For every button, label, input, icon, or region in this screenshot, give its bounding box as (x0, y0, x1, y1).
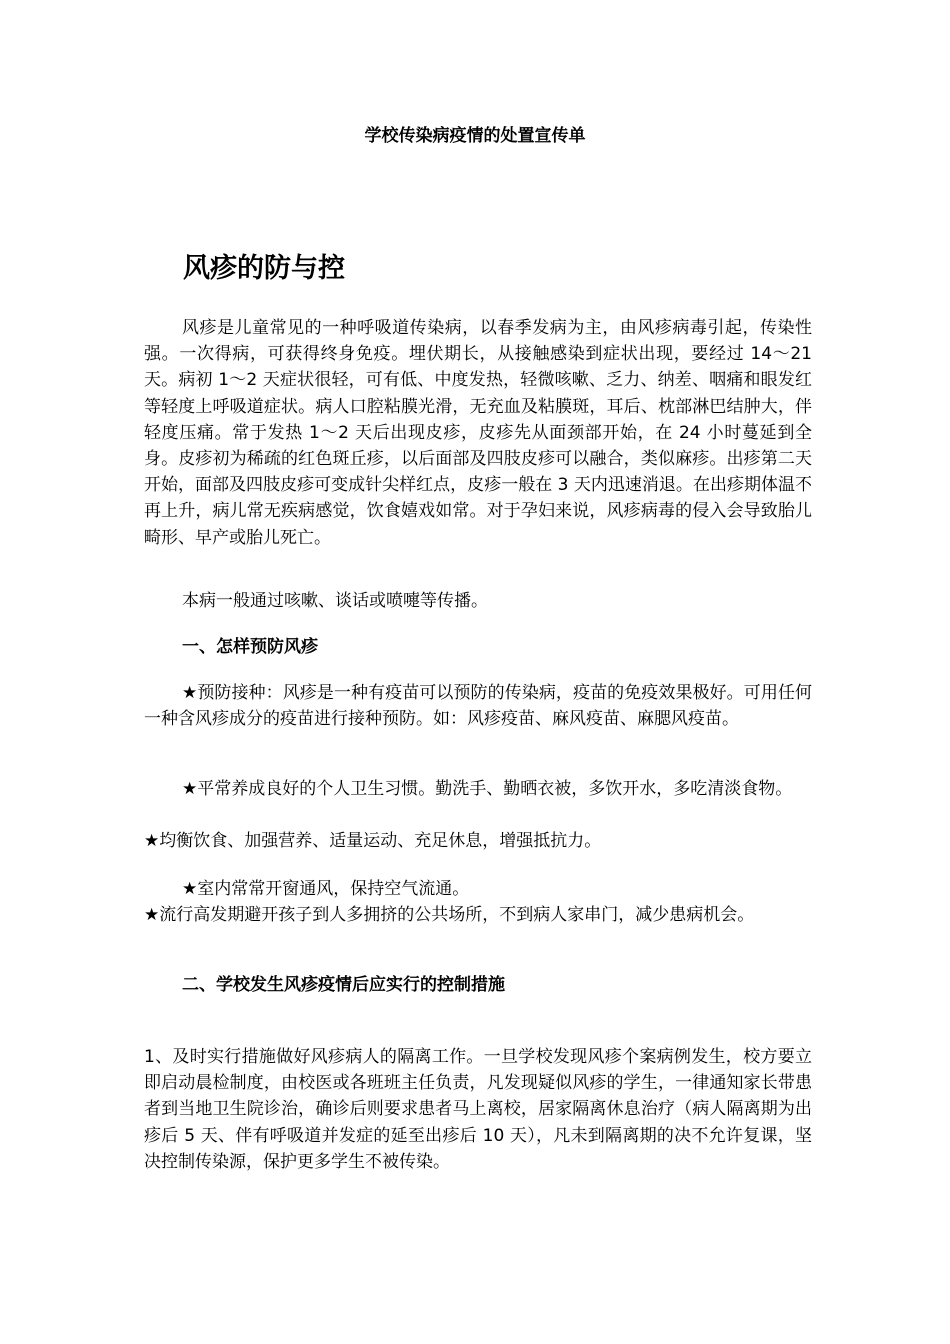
bullet-ventilation: ★室内常常开窗通风，保持空气流通。 (182, 879, 470, 899)
section-1-heading: 一、怎样预防风疹 (182, 637, 318, 657)
bullet-hygiene: ★平常养成良好的个人卫生习惯。勤洗手、勤晒衣被，多饮开水，多吃清淡食物。 (182, 779, 793, 799)
bullet-vaccine: ★预防接种：风疹是一种有疫苗可以预防的传染病，疫苗的免疫效果极好。可用任何一种含风疹成分的疫苗进行接种预防。如：风疹疫苗、麻风疫苗、麻腮风疫苗。 (144, 683, 812, 730)
bullet-crowds: ★流行高发期避开孩子到人多拥挤的公共场所，不到病人家串门，减少患病机会。 (144, 905, 755, 925)
intro-paragraph: 风疹是儿童常见的一种呼吸道传染病，以春季发病为主，由风疹病毒引起，传染性强。一次得病，可获得终身免疫。埋伏期长，从接触感染到症状出现，要经过 14～21 天。病初 1～2 天症状很轻，可有低、中度发热，轻微咳嗽、乏力、纳差、咽痛和眼发红等轻度上呼吸道症状。病人口腔粘膜光滑，无充血及粘膜斑，耳后、枕部淋巴结肿大，伴轻度压痛。常于发热 1～2 天后出现皮疹，皮疹先从面颈部开始，在 24 小时蔓延到全身。皮疹初为稀疏的红色斑丘疹，以后面部及四肢皮疹可以融合，类似麻疹。出疹第二天开始，面部及四肢皮疹可变成针尖样红点，皮疹一般在 3 天内迅速消退。在出疹期体温不再上升，病儿常无疾病感觉，饮食嬉戏如常。对于孕妇来说，风疹病毒的侵入会导致胎儿畸形、早产或胎儿死亡。 (144, 318, 812, 548)
transmission-paragraph: 本病一般通过咳嗽、谈话或喷嚏等传播。 (182, 591, 488, 611)
main-heading: 风疹的防与控 (183, 253, 345, 284)
document-title: 学校传染病疫情的处置宣传单 (364, 126, 586, 146)
section-2-heading: 二、学校发生风疹疫情后应实行的控制措施 (182, 975, 505, 995)
bullet-diet: ★均衡饮食、加强营养、适量运动、充足休息，增强抵抗力。 (144, 831, 602, 851)
measure-1-paragraph: 1、及时实行措施做好风疹病人的隔离工作。一旦学校发现风疹个案病例发生，校方要立即启动晨检制度，由校医或各班班主任负责，凡发现疑似风疹的学生，一律通知家长带患者到当地卫生院诊治，确诊后则要求患者马上离校，居家隔离休息治疗（病人隔离期为出疹后 5 天、伴有呼吸道并发症的延至出疹后 10 天），凡未到隔离期的决不允许复课，坚决控制传染源，保护更多学生不被传染。 (144, 1047, 812, 1172)
